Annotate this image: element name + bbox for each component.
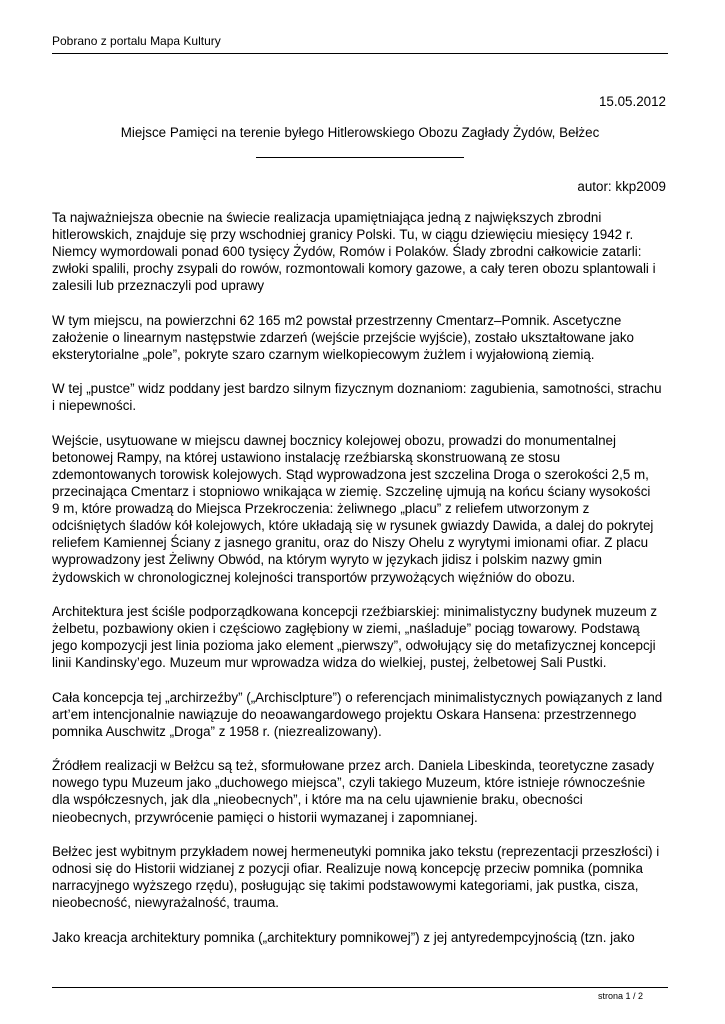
paragraph-line: betonowej Rampy, na której ustawiono instalację rzeźbiarską skonstruowaną ze stosu	[52, 449, 561, 465]
document-date: 15.05.2012	[598, 94, 666, 109]
paragraph-line: dla współczesnych, jak dla „nieobecnych”, i które ma na celu ujawnienie braku, obecności	[52, 792, 583, 808]
paragraph	[52, 757, 674, 825]
paragraph-line: zdemontowanych torowisk kolejowych. Stąd wyprowadzona jest szczelina Droga o szerokości 2,5 m,	[52, 467, 649, 483]
paragraph	[52, 209, 674, 294]
document-author: autor: kkp2009	[577, 179, 666, 194]
paragraph-line: nieobecność, niewyrażalność, trauma.	[52, 895, 280, 911]
paragraph-line: nieobecnych, przywrócenie pamięci o historii wymazanej i zapomnianej.	[52, 809, 478, 825]
paragraph-line: żelbetu, pozbawiony okien i częściowo zagłębiony w ziemi, „naśladuje” pociąg towarowy. Podstawą	[52, 621, 640, 637]
paragraph-line: przecinająca Cmentarz i stopniowo wnikająca w ziemię. Szczelinę ujmują na końcu ściany wysokości	[52, 484, 651, 500]
paragraph	[52, 432, 674, 586]
paragraph-line: wyprowadzony jest Żeliwny Obwód, na którym wyryto w językach jidisz i polskim nazwy gmin	[52, 552, 602, 568]
paragraph-line: Niemcy wymordowali ponad 600 tysięcy Żydów, Romów i Polaków. Ślady zbrodni całkowicie zatarli:	[52, 244, 642, 260]
paragraph-line: odnosi się do Historii widzianej z pozycji ofiar. Realizuje nową koncepcję przeciw pomnika (pomnika	[52, 860, 643, 876]
paragraph-line: odciśniętych śladów kół kolejowych, które układają się w rysunek gwiazdy Dawida, a dalej do pokrytej	[52, 518, 654, 534]
header-divider	[52, 53, 668, 54]
document-title: Miejsce Pamięci na terenie byłego Hitlerowskiego Obozu Zagłady Żydów, Bełżec	[120, 125, 600, 140]
paragraph-line: reliefem Kamiennej Ściany z jasnego granitu, oraz do Niszy Ohelu z wyrytymi imionami ofiar. Z placu	[52, 535, 649, 551]
paragraph-line: Bełżec jest wybitnym przykładem nowej hermeneutyki pomnika jako tekstu (reprezentacji przeszłości) i	[52, 843, 660, 859]
paragraph-line: założenie o linearnym następstwie zdarzeń (wejście przejście wyjście), zostało ukształtowane jako	[52, 329, 635, 345]
paragraph-line: W tym miejscu, na powierzchni 62 165 m2 powstał przestrzenny Cmentarz–Pomnik. Ascetyczne	[52, 312, 622, 328]
paragraph	[52, 312, 674, 363]
paragraph-line: pomnika Auschwitz „Droga” z 1958 r. (niezrealizowany).	[52, 723, 382, 739]
paragraph-line: Architektura jest ściśle podporządkowana koncepcji rzeźbiarskiej: minimalistyczny budynek muzeum z	[52, 603, 658, 619]
paragraph-line: W tej „pustce” widz poddany jest bardzo silnym fizycznym doznaniom: zagubienia, samotności, strachu	[52, 381, 662, 397]
paragraph-line: Jako kreacja architektury pomnika („architektury pomnikowej”) z jej antyredempcyjnością (tzn. jako	[52, 929, 635, 945]
paragraph-line: nowego typu Muzeum jako „duchowego miejsca”, czyli takiego Muzeum, które istnieje równocześnie	[52, 775, 646, 791]
paragraph-line: i niepewności.	[52, 398, 137, 414]
paragraph	[52, 929, 674, 946]
document-body	[52, 209, 674, 963]
paragraph-line: eksterytorialne „pole”, pokryte szaro czarnym wielkopiecowym żużlem i wyjałowioną ziemią.	[52, 346, 595, 362]
paragraph-line: Źródłem realizacji w Bełżcu są też, sformułowane przez arch. Daniela Libeskinda, teoretyczne zasady	[52, 758, 655, 774]
footer-divider	[52, 987, 668, 988]
page-number: strona 1 / 2	[597, 991, 643, 1001]
paragraph-line: narracyjnego wyższego rzędu), posługując się takimi podstawowymi kategoriami, jak pustka, cisza,	[52, 878, 639, 894]
paragraph-line: 9 m, które prowadzą do Miejsca Przekroczenia: żeliwnego „placu” z reliefem utworzonym z	[52, 501, 590, 517]
paragraph-line: zalesili lub przeznaczyli pod uprawy	[52, 278, 265, 294]
paragraph-line: art’em intencjonalnie nawiązuje do neoawangardowego projektu Oskara Hansena: przestrzennego	[52, 706, 637, 722]
paragraph-line: zwłoki spalili, prochy zsypali do rowów, rozmontowali komory gazowe, a cały teren obozu splantowali i	[52, 261, 656, 277]
title-underline	[256, 157, 464, 158]
paragraph-line: Wejście, usytuowane w miejscu dawnej bocznicy kolejowej obozu, prowadzi do monumentalnej	[52, 432, 616, 448]
paragraph-line: linii Kandinsky’ego. Muzeum mur wprowadza widza do wielkiej, pustej, żelbetowej Sali Pustki.	[52, 655, 607, 671]
paragraph	[52, 689, 674, 740]
paragraph-line: hitlerowskich, znajduje się przy wschodniej granicy Polski. Tu, w ciągu dziewięciu miesięcy 1942 r.	[52, 227, 634, 243]
paragraph	[52, 843, 674, 911]
paragraph-line: żydowskich w chronologicznej kolejności transportów przywożących więźniów do obozu.	[52, 569, 576, 585]
paragraph-line: Cała koncepcja tej „archirzeźby” („Archisclpture”) o referencjach minimalistycznych powiązanych z land	[52, 689, 663, 705]
page-header-source: Pobrano z portalu Mapa Kultury	[52, 34, 221, 48]
paragraph-line: jego kompozycji jest linia pozioma jako element „pierwszy”, odwołujący się do metafizycznej koncepcji	[52, 638, 656, 654]
paragraph	[52, 380, 674, 414]
paragraph	[52, 603, 674, 671]
paragraph-line: Ta najważniejsza obecnie na świecie realizacja upamiętniająca jedną z największych zbrodni	[52, 210, 602, 225]
